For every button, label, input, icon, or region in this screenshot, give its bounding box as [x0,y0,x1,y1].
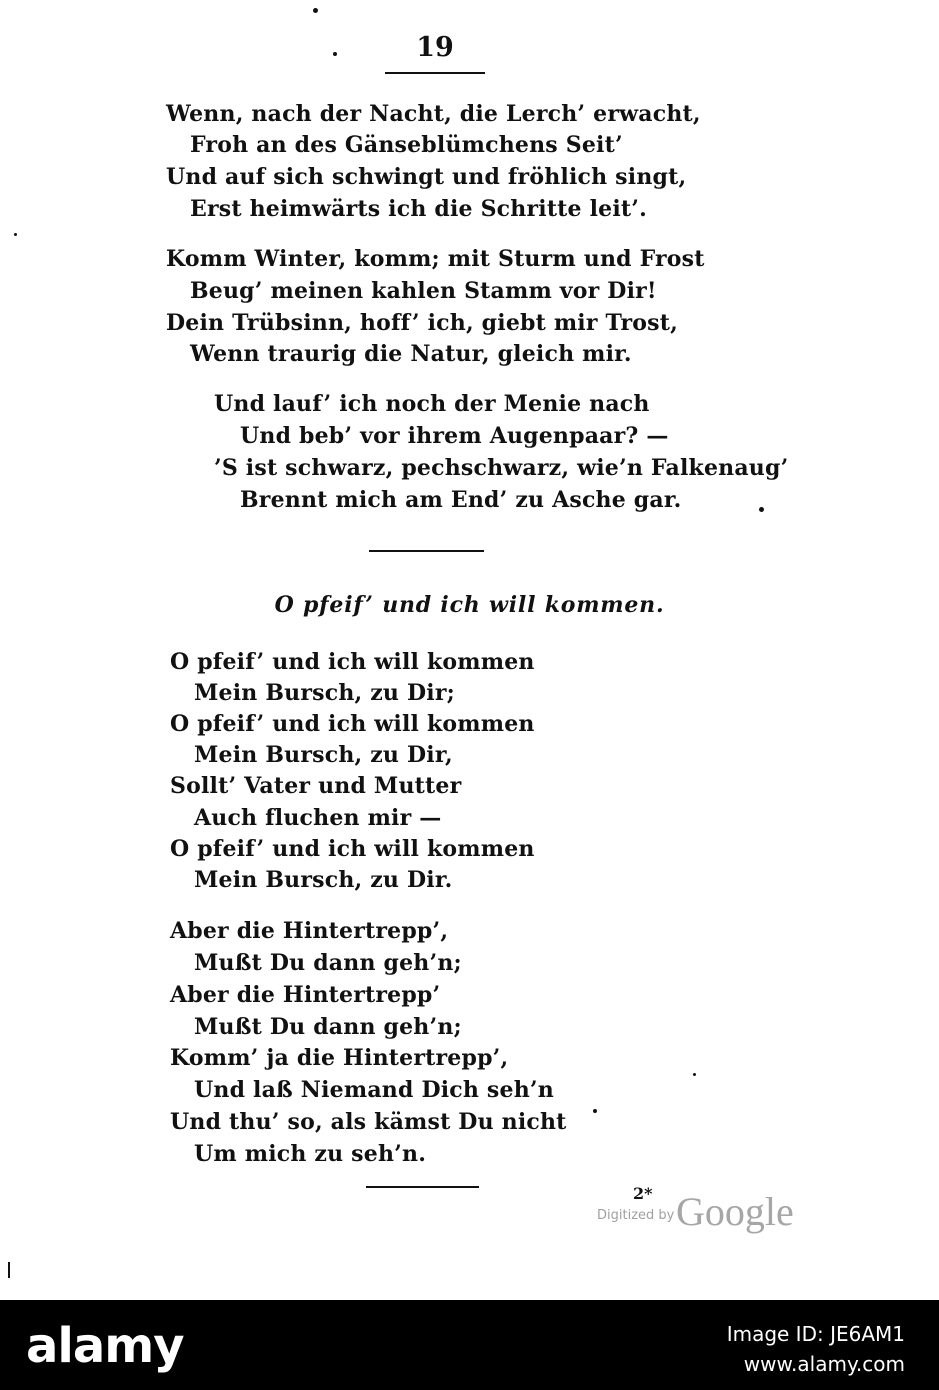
google-watermark: Google [676,1189,794,1234]
scan-speck [313,8,318,13]
verse-line: Beug’ meinen kahlen Stamm vor Dir! [190,278,657,304]
verse-line: O pfeif’ und ich will kommen [170,836,535,862]
verse-line: Und thu’ so, als kämst Du nicht [170,1109,567,1135]
poem-title: O pfeif’ und ich will kommen. [274,592,665,618]
verse-line: Komm’ ja die Hintertrepp’, [170,1045,509,1071]
verse-line: Wenn traurig die Natur, gleich mir. [190,341,632,367]
verse-line: Mußt Du dann geh’n; [194,950,462,976]
verse-line: Mußt Du dann geh’n; [194,1014,462,1040]
site-url: www.alamy.com [743,1352,905,1376]
section-divider [369,550,484,552]
verse-line: Wenn, nach der Nacht, die Lerch’ erwacht, [166,101,701,127]
verse-line: O pfeif’ und ich will kommen [170,649,535,675]
page-number-rule [385,72,485,74]
verse-line: Brennt mich am End’ zu Asche gar. [240,487,682,513]
verse-line: Und beb’ vor ihrem Augenpaar? — [240,423,669,449]
scan-speck [14,233,17,236]
verse-line: O pfeif’ und ich will kommen [170,711,535,737]
verse-line: Aber die Hintertrepp’, [170,918,449,944]
signature-mark: 2* [633,1184,653,1203]
verse-line: Aber die Hintertrepp’ [170,982,441,1008]
alamy-logo: alamy [26,1318,184,1374]
verse-line: Erst heimwärts ich die Schritte leit’. [190,196,647,222]
scan-speck [333,52,337,56]
verse-line: Mein Bursch, zu Dir. [194,867,453,893]
scan-speck [693,1073,696,1076]
verse-line: Und auf sich schwingt und fröhlich singt, [166,164,687,190]
verse-line: Mein Bursch, zu Dir; [194,680,455,706]
verse-line: Um mich zu seh’n. [194,1141,427,1167]
verse-line: Froh an des Gänseblümchens Seit’ [190,132,623,158]
verse-line: ’S ist schwarz, pechschwarz, wie’n Falkenaug’ [214,455,789,481]
verse-line: Dein Trübsinn, hoff’ ich, giebt mir Trost, [166,310,678,336]
verse-line: Und laß Niemand Dich seh’n [194,1077,554,1103]
verse-line: Sollt’ Vater und Mutter [170,773,462,799]
verse-line: Komm Winter, komm; mit Sturm und Frost [166,246,705,272]
scan-speck [593,1109,597,1113]
scan-speck [759,507,764,512]
verse-line: Mein Bursch, zu Dir, [194,742,453,768]
scan-speck [8,1262,10,1278]
page-number: 19 [416,32,454,63]
section-divider [366,1186,479,1188]
verse-line: Auch fluchen mir — [194,805,442,831]
verse-line: Und lauf’ ich noch der Menie nach [214,391,650,417]
image-id-label: Image ID: JE6AM1 [726,1322,905,1346]
digitized-label: Digitized by [597,1208,675,1223]
stock-footer-bar [0,1300,939,1390]
